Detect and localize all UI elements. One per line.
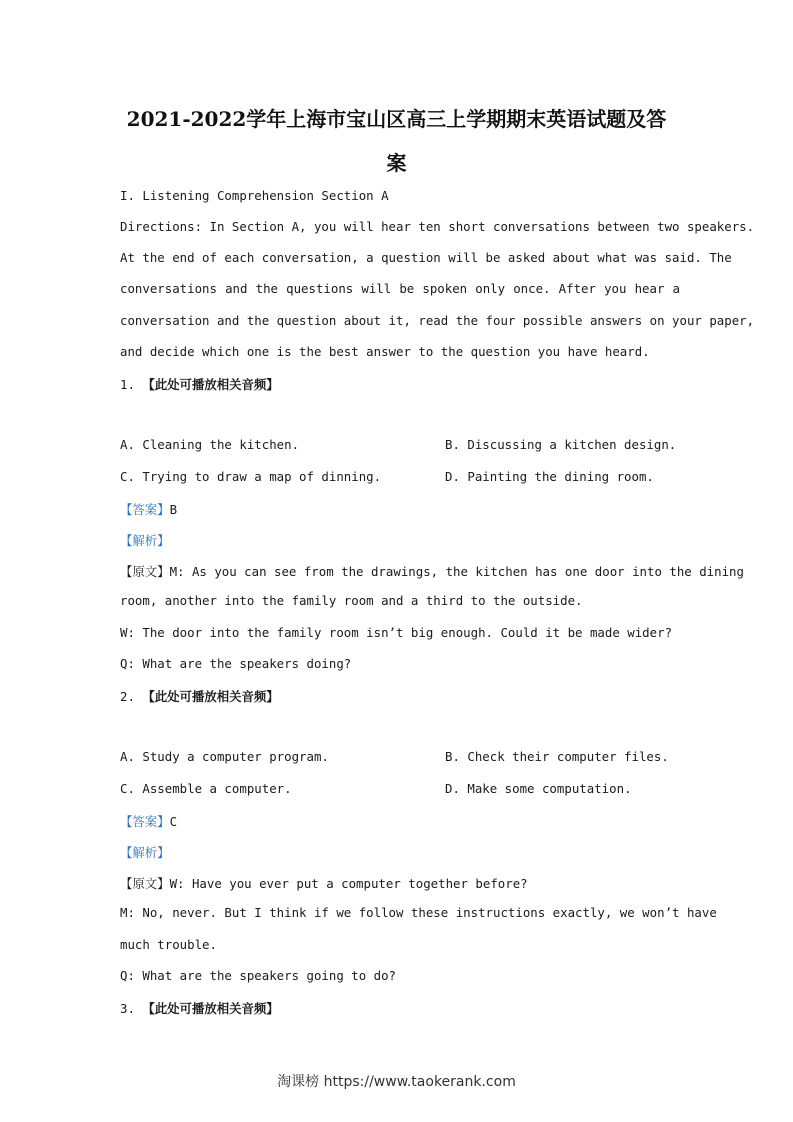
directions-line: Directions: In Section A, you will hear ten short conversations between two speakers. <box>120 219 755 234</box>
option-b: B. Discussing a kitchen design. <box>445 437 677 452</box>
directions-line: conversation and the question about it, read the four possible answers on your paper, <box>120 313 755 328</box>
question-number: 1. <box>120 377 135 392</box>
transcript-text: W: Have you ever put a computer together before? <box>169 876 528 891</box>
answer-label: 【答案】 <box>120 502 170 517</box>
transcript-label: 【原文】 <box>120 876 170 891</box>
question-2 <box>120 687 680 705</box>
transcript-label: 【原文】 <box>120 564 170 579</box>
directions-line: and decide which one is the best answer to the question you have heard. <box>120 344 650 359</box>
option-c: C. Trying to draw a map of dinning. <box>120 469 382 484</box>
option-b: B. Check their computer files. <box>445 749 669 764</box>
question-1 <box>120 375 680 393</box>
transcript-text: M: As you can see from the drawings, the kitchen has one door into the dining <box>169 564 744 579</box>
transcript-line <box>120 562 744 580</box>
analysis-label: 【解析】 <box>120 533 170 548</box>
transcript-line: M: No, never. But I think if we follow these instructions exactly, we won’t have <box>120 905 717 920</box>
option-d: D. Make some computation. <box>445 781 632 796</box>
answer-label: 【答案】 <box>120 814 170 829</box>
transcript-line: room, another into the family room and a third to the outside. <box>120 593 583 608</box>
question-3 <box>120 999 680 1017</box>
option-a: A. Study a computer program. <box>120 749 329 764</box>
audio-placeholder: 【此处可播放相关音频】 <box>142 377 279 392</box>
transcript-line <box>120 874 680 892</box>
transcript-line: W: The door into the family room isn’t big enough. Could it be made wider? <box>120 625 673 640</box>
document-title-line1: 2021-2022学年上海市宝山区高三上学期期末英语试题及答 <box>126 107 667 131</box>
directions-line: conversations and the questions will be spoken only once. After you hear a <box>120 281 680 296</box>
transcript-line: Q: What are the speakers doing? <box>120 656 352 671</box>
audio-placeholder: 【此处可播放相关音频】 <box>142 1001 279 1016</box>
section-heading: I. Listening Comprehension Section A <box>120 188 389 203</box>
answer-value: B <box>169 502 178 517</box>
option-c: C. Assemble a computer. <box>120 781 292 796</box>
footer-watermark: 淘课榜 https://www.taokerank.com <box>277 1074 516 1090</box>
audio-placeholder: 【此处可播放相关音频】 <box>142 689 279 704</box>
answer-value: C <box>169 814 178 829</box>
document-title-line2: 案 <box>386 151 407 175</box>
answer-row <box>120 500 680 518</box>
option-a: A. Cleaning the kitchen. <box>120 437 300 452</box>
option-d: D. Painting the dining room. <box>445 469 654 484</box>
answer-row <box>120 812 680 830</box>
question-number: 2. <box>120 689 135 704</box>
directions-line: At the end of each conversation, a question will be asked about what was said. The <box>120 250 732 265</box>
transcript-line: Q: What are the speakers going to do? <box>120 968 397 983</box>
question-number: 3. <box>120 1001 135 1016</box>
analysis-label: 【解析】 <box>120 845 170 860</box>
transcript-line: much trouble. <box>120 937 217 952</box>
